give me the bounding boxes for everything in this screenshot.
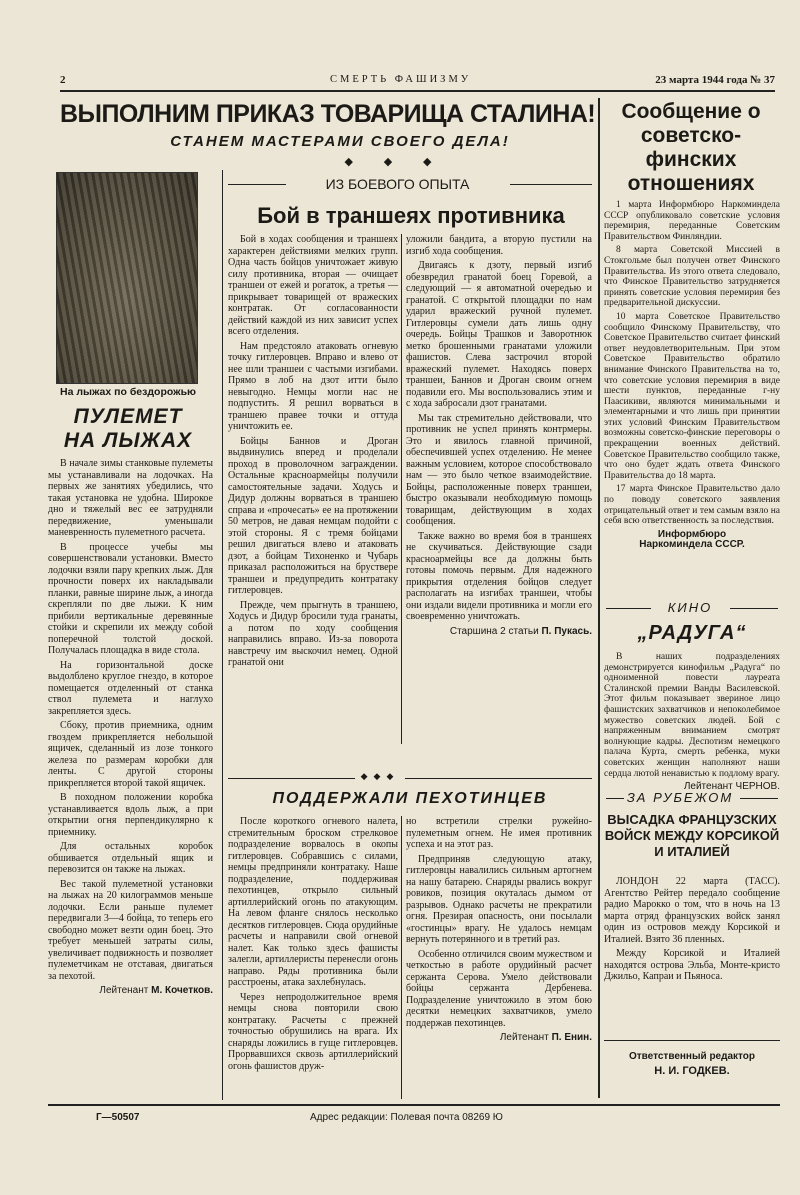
boy-para: Бойцы Баннов и Дроган выдвинулись вперед и проделали проход в проволочном заграждении. Остальные красноармейцы получили самостоятельные задачи. Ходусь и Дидур должны ворваться в траншею справа и «прочесать» ее на протяжении 50 метров, не давая немцам подойти с этой стороны. Я с тремя бойцами решил двигаться влево и атаковать дзот, а бойцам Тихоненко и Чубарь приказал расположиться на бруствере траншеи и предупредить контратаку гитлеровцев. (228, 435, 398, 596)
rule-boevoy-left (228, 184, 286, 185)
boy-col2 (406, 234, 592, 744)
page-number: 2 (60, 74, 66, 86)
boy-para: Нам предстояло атаковать огневую точку гитлеровцев. Вправо и влево от нее шли траншеи с частыми изгибами. Прямо в лоб на дзот итти было невыгодно. Немцы могли нас не подпустить. Я решил ворваться в траншею правее точки и оттуда уничтожить ее. (228, 340, 398, 432)
photo-caption: На лыжах по бездорожью (60, 386, 196, 398)
podderzhali-col1 (228, 816, 398, 1099)
issue-date: 23 марта 1944 года № 37 (655, 74, 775, 86)
rule-podderzhali (228, 778, 592, 779)
zarubezh-body (604, 876, 780, 1036)
boy-para: Бой в ходах сообщения и траншеях характерен действиями мелких групп. Одна часть бойцов уничтожает живую силу противника, вторая — очищает траншеи от ежей и рогаток, а третья — прикрывает товарищей от вражеских контратак. От согласованности действий каждой из них зависит успех всего отделения. (228, 234, 398, 337)
column-divider-right (598, 98, 600, 1098)
pulemet-title (48, 405, 208, 453)
podderzhali-para: Предприняв следующую атаку, гитлеровцы навалились сильным артогнем на нашу батарею. Снаряды рвались вокруг ровиков, позиция окуталась дымом от разрывов. Однако расчеты не прекратили огня. Презирая опасность, они посылали «гостинцы» врагу. Не удалось немцам вернуть потерянного и в третий раз. (406, 853, 592, 945)
podderzhali-title: ПОДДЕРЖАЛИ ПЕХОТИНЦЕВ (272, 790, 548, 807)
pulemet-body (48, 458, 213, 1098)
boy-para: Прежде, чем прыгнуть в траншею, Ходусь и Дидур бросили туда гранаты, а потом по ходу сообщения направились вправо. Из-за поворота навстречу им выскочил немец. Одной гранатой они (228, 599, 398, 668)
editor-block (604, 1050, 780, 1078)
rule-editor (604, 1040, 780, 1041)
podderzhali-para: После короткого огневого налета, стремительным броском стрелковое подразделение ворвалось в окопы гитлеровцев. Собравшись с силами, немцы предприняли контратаку. Наше подразделение, поддерживая пехотинцев, открыло сильный артиллерийский огонь по атакующим. На левом фланге снялось несколько десятков гитлеровцев. Сюда орудийные расчеты и направили свой огневой налет. Как только здесь фашисты залегли, артиллеристы перенесли огонь направо. Ряды противника были расстроены, атака захлебнулась. (228, 816, 398, 988)
podderzhali-signature: Лейтенант П. Енин. (499, 1032, 592, 1043)
pulemet-signature: Лейтенант М. Кочетков. (99, 985, 213, 996)
section-label-boevoy-opyt: ИЗ БОЕВОГО ОПЫТА (325, 176, 470, 192)
podderzhali-para: но встретили стрелки ружейно-пулеметным огнем. Не имея противник успеха и на этот раз. (406, 816, 592, 850)
podderzhali-para: Особенно отличился своим мужеством и четкостью в работе орудийный расчет сержанта Серова. Умело действовали бойцы сержанта Дербенева. Подразделение уничтожило в этом бою десятки немецких захватчиков, умело поддержав пехотинцев. (406, 948, 592, 1029)
boy-para: Мы так стремительно действовали, что противник не успел принять контрмеры. Это и явилось главной причиной, обеспечившей успех отделению. Не менее важным условием, которое способствовало нам — это было четкое взаимодействие. Бойцы, расположенные поверх траншеи, быстро оказывали необходимую помощь товарищам, действующим в ходах сообщения. (406, 412, 592, 527)
podderzhali-col2 (406, 816, 592, 1099)
rule-zarubezh-right (740, 798, 778, 799)
soobshchenie-para: 8 марта Советской Миссией в Стокгольме был получен ответ Финского Правительства. Из этого ответа следовало, что Финское Правительство затрудняется принять советские условия перемирия без предварительной дискуссии. (604, 245, 780, 309)
zarubezh-para: Между Корсикой и Италией находятся острова Эльба, Монте-кристо Джильо, Капраи и Пьяноса. (604, 948, 780, 982)
soobshchenie-signature: Информбюро Наркоминдела СССР. (639, 528, 745, 551)
pulemet-title-line1: ПУЛЕМЕТ (73, 405, 183, 428)
soobshchenie-para: 1 марта Информбюро Наркоминдела СССР опубликовало советские условия перемирия, переданные Советским Правительством Финляндии. (604, 200, 780, 242)
pulemet-title-line2: НА ЛЫЖАХ (63, 429, 193, 452)
boy-para: уложили бандита, а вторую пустили на изгиб хода сообщения. (406, 234, 592, 257)
zarubezh-title: ВЫСАДКА ФРАНЦУЗСКИХ ВОЙСК МЕЖДУ КОРСИКОЙ И ИТАЛИЕЙ (604, 812, 780, 859)
kino-label: КИНО (667, 600, 713, 615)
rule-footer (48, 1104, 780, 1106)
pulemet-para: Сбоку, против приемника, одним гвоздем прикрепляется небольшой ящичек, сделанный из лозе тонкого железа по размерам коробки для ленты. С другой стороны прикрепляется второй такой ящичек. (48, 720, 213, 789)
editor-title: Ответственный редактор (628, 1051, 756, 1062)
ski-soldiers-photo (56, 172, 198, 384)
footer-code: Г—50507 (96, 1112, 140, 1123)
main-headline: ВЫПОЛНИМ ПРИКАЗ ТОВАРИЩА СТАЛИНА! (60, 100, 596, 128)
column-divider-left (222, 170, 223, 1100)
boy-col1 (228, 234, 398, 744)
boy-title: Бой в траншеях противника (257, 203, 565, 228)
soobshchenie-para: 17 марта Финское Правительство дало по поводу советского заявления отрицательный ответ и тем самым взяло на себя всю ответственность за последствия. (604, 484, 780, 527)
soobshchenie-para: 10 марта Советское Правительство сообщило Финскому Правительству, что Советское Правительство считает финский ответ неудовлетворительным. При этом Советское Правительство обратило внимание Финского Правительства на то, что советские условия перемирия в виде шести пунктов, переданные г-ну Паасикиви, являются минимальными и элементарными и что лишь при принятии этих условий Финским Правительством возможны советско-финские переговоры о прекращении военных действий. Советское Правительство сообщило также, что оно будет ждать ответа Финского Правительства до 18 марта. (604, 311, 780, 481)
zarubezh-para: ЛОНДОН 22 марта (ТАСС). Агентство Рейтер передало сообщение радио Марокко о том, что в ночь на 13 марта отряд французских войск занял один из островов между Корсикой и Италией. Взято 36 пленных. (604, 876, 780, 945)
pulemet-para: В походном положении коробка устанавливается вдоль лыж, а при открытии огня перпендикулярно к приемнику. (48, 792, 213, 838)
boy-col-divider (401, 234, 402, 744)
pulemet-para: Вес такой пулеметной установки на лыжах на 20 килограммов меньше лодочки. Если раньше пулемет передвигали 3—4 бойца, то теперь его свободно может везти один боец. Это требует меньшей затраты силы, увеличивает подвижность и позволяет пулеметчикам не отставая, двигаться за пехотой. (48, 878, 213, 982)
footer-address: Адрес редакции: Полевая почта 08269 Ю (310, 1112, 503, 1123)
kino-title: „РАДУГА“ (637, 622, 747, 644)
boy-para: Также важно во время боя в траншеях не скучиваться. Действующие сзади красноармейцы все да должны быть готовы помочь первым. Для надежного прикрытия отделения бойцов следует располагать на изгибах траншеи, чтобы они издали видели противника и могли его своевременно уничтожать. (406, 530, 592, 622)
pulemet-para: В процессе учебы мы совершенствовали установки. Вместо лодочки взяли пару крепких лыж. Для прочности поверх их накладывали планки, равные ширине лыж, а иногда скрепляли по две лыжи. К ним прибили вертикальные деревянные стойки и скрепили их между собой поперечной толстой доской. Получалась площадка в виде стола. (48, 541, 213, 656)
soobshchenie-body (604, 200, 780, 578)
pulemet-para: В начале зимы станковые пулеметы мы устанавливали на лодочках. На первых же занятиях убедились, что такая установка не удобна. Широкое дно и тяжелый вес ее затрудняли передвижение, уменьшали маневренность пулеметного расчета. (48, 458, 213, 538)
boy-para: Двигаясь к дзоту, первый изгиб обезвредил гранатой боец Горевой, а следующий — я автоматной очередью и гранатой. С открытой площадки по нам ударил вражеский ручной пулемет. Гитлеровцы сумели дать лишь одну очередь. Бойцы Трашков и Заворотнюк метко брошенными гранатами уложили фашистов. Слева застрочил второй вражеский пулемет. Находясь поверх траншеи, Баннов и Дроган своим огнем подавили его. Мы воспользовались этим и с хода забросали дзот гранатами. (406, 260, 592, 409)
masthead (60, 74, 775, 92)
editor-name: Н. И. ГОДКЕВ. (654, 1065, 730, 1077)
kino-body (604, 652, 780, 793)
kino-signature: Лейтенант ЧЕРНОВ. (683, 781, 780, 793)
ornament-diamonds: ◆ ◆ ◆ (344, 156, 446, 168)
newspaper-name: СМЕРТЬ ФАШИЗМУ (330, 74, 472, 85)
rule-boevoy-right (510, 184, 592, 185)
pulemet-para: На горизонтальной доске выдолблено круглое гнездо, в которое помещается отделенный от станка ствол пулемета и наглухо закрепляется здесь. (48, 659, 213, 717)
kino-para: В наших подразделениях демонстрируется кинофильм „Радуга“ по одноименной повести лауреата Сталинской премии Ванды Василевской. Этот фильм показывает звериное лицо фашистских захватчиков и непоколебимое мужество советских людей. Бой с напряженным вниманием смотрят волнующие кадры. Деспотизм немецкого палача Курта, смерть ребенка, муки советских женщин наполняют наши сердца лютой ненавистью к подлому врагу. (604, 652, 780, 779)
podderzhali-col-divider (401, 816, 402, 1099)
boy-signature: Старшина 2 статьи П. Пукась. (449, 625, 592, 637)
podderzhali-para: Через непродолжительное время немцы снова повторили свою контратаку. Расчеты с прежней точностью обрушились на врага. Их снаряды ложились в гуще гитлеровцев. Прорвавшихся сквозь артиллерийский огонь фашистов друж- (228, 991, 398, 1072)
zarubezh-label: ЗА РУБЕЖОМ (626, 790, 734, 805)
pulemet-para: Для остальных коробок обшивается отдельный ящик и перевозится он также на лыжах. (48, 841, 213, 875)
main-subheadline: СТАНЕМ МАСТЕРАМИ СВОЕГО ДЕЛА! (170, 133, 510, 150)
rule-kino-right (730, 608, 778, 609)
soobshchenie-title: Сообщение о советско-финских отношениях (621, 100, 761, 195)
rule-kino-left (606, 608, 651, 609)
ornament-small: ◆◆◆ (355, 771, 405, 782)
